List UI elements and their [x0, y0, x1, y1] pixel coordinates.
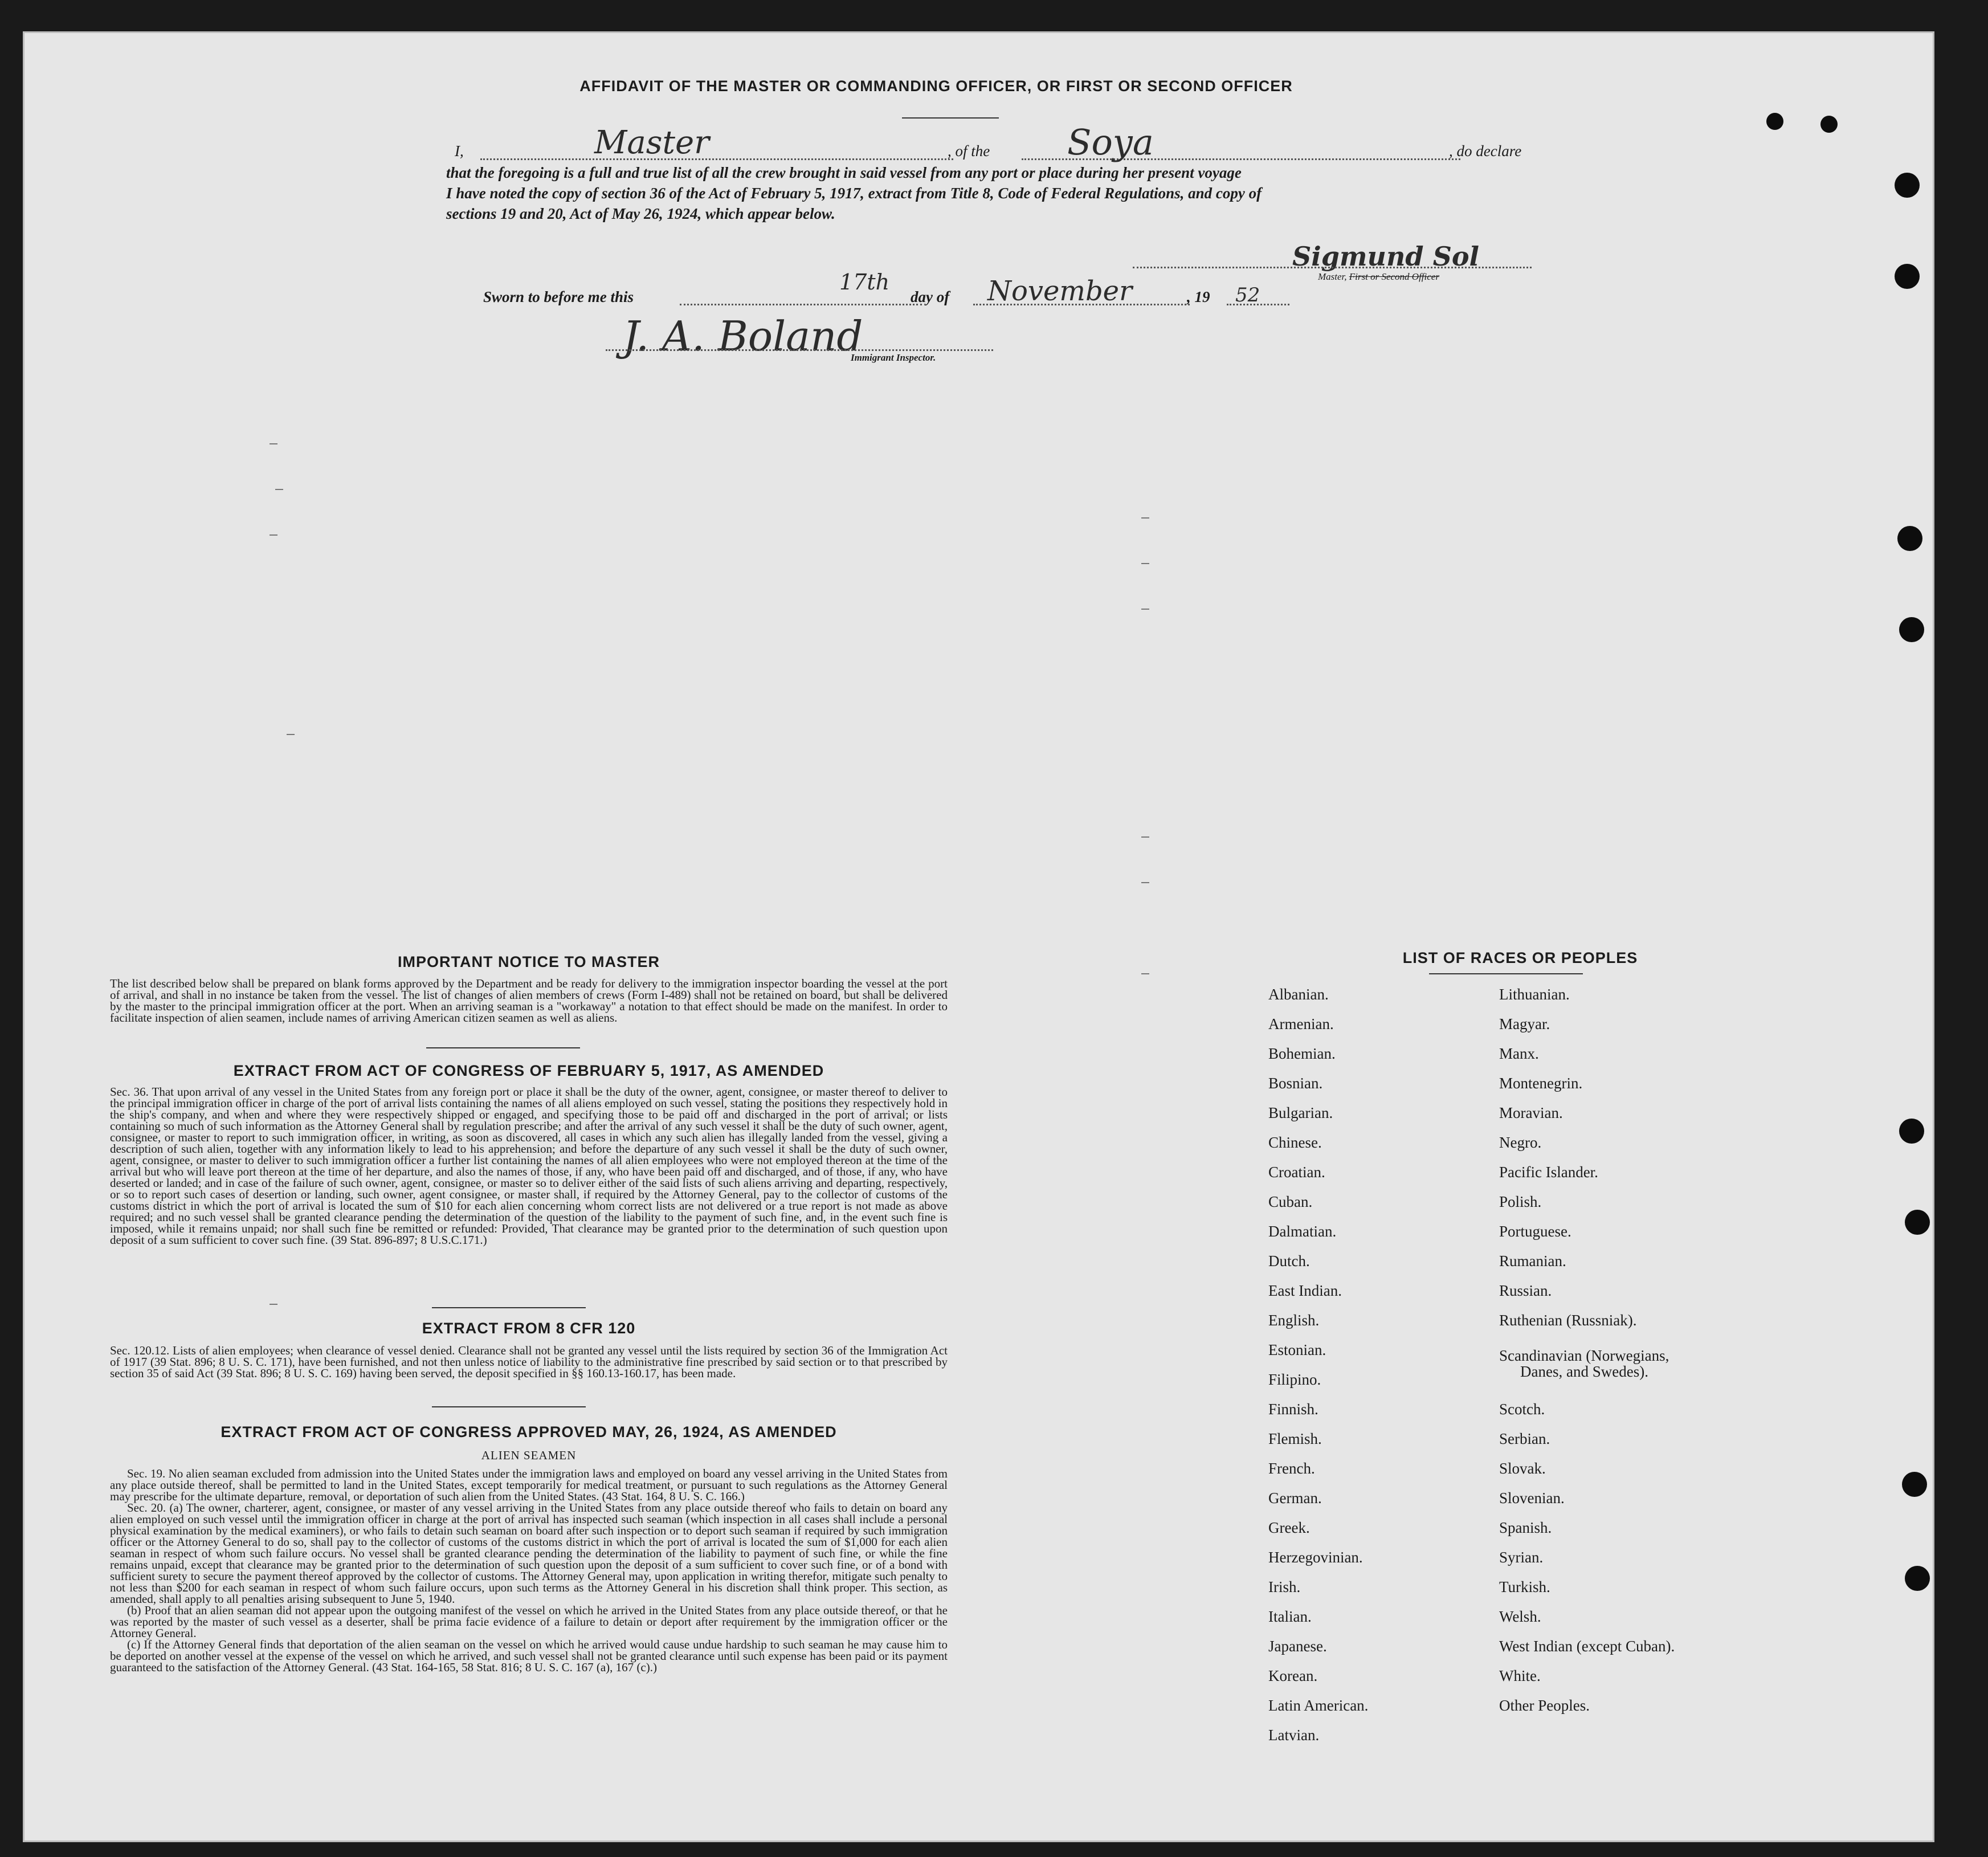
sworn-day-line: [680, 304, 922, 305]
of-the-label: , of the: [948, 142, 990, 160]
race-left-14: Finnish.: [1268, 1401, 1318, 1418]
punch-hole: [1899, 1119, 1924, 1144]
race-right-6: Pacific Islander.: [1499, 1164, 1598, 1181]
race-left-19: Herzegovinian.: [1268, 1549, 1363, 1566]
race-left-10: East Indian.: [1268, 1282, 1342, 1299]
race-left-7: Cuban.: [1268, 1193, 1313, 1210]
races-title: LIST OF RACES OR PEOPLES: [1402, 949, 1638, 966]
race-left-25: Latvian.: [1268, 1727, 1320, 1744]
race-left-6: Croatian.: [1268, 1164, 1325, 1181]
race-left-8: Dalmatian.: [1268, 1223, 1337, 1240]
race-right-11: Ruthenian (Russniak).: [1499, 1312, 1637, 1329]
inspector-signature: J. A. Boland: [623, 312, 863, 360]
race-right-2: Manx.: [1499, 1045, 1539, 1062]
sworn-month-handwritten: November: [987, 275, 1133, 307]
day-of-label: day of: [911, 288, 950, 305]
master-caption-struck: First or Second Officer: [1349, 271, 1439, 282]
race-left-16: French.: [1268, 1460, 1315, 1477]
year-line: [1227, 304, 1289, 305]
race-right-1: Magyar.: [1499, 1015, 1550, 1032]
divider: [426, 1047, 580, 1048]
divider: [902, 117, 999, 119]
master-signature-line: [1133, 267, 1532, 268]
sec-20a: Sec. 20. (a) The owner, charterer, agent, consignee, or master of any vessel arriving in the United States from any place outside thereof who fails to detain on board any alien employed on such vessel until the immigration officer in charge at the port of arrival has inspected such seaman (which inspection in all cases shall include a personal physical examination by the medical examiners), or who fails to detain such seaman on board after such inspection or to deport such seaman if required by such immigration officer or the Attorney General to do so, shall pay to the collector of customs of the customs district in which the port of arrival is located the sum of $1,000 for each alien seaman in respect of whom such failure occurs. No vessel shall be granted clearance pending the determination of the liability to payment of such fine, or while the fine remains unpaid, except that clearance may be granted prior to the determination of such question upon the deposit of a sum sufficient to cover such fine, or of a bond with sufficient surety to secure the payment thereof approved by the collector of customs. The Attorney General may, upon application in writing therefor, mitigate such penalty to not less than $200 for each seaman in respect of whom such failure occurs, upon such terms as the Attorney General in his discretion shall think proper. This section, as amended, shall apply to all penalties arising subsequent to June 5, 1940.: [110, 1501, 948, 1606]
sworn-day-handwritten: 17th: [839, 270, 890, 295]
punch-hole: [1766, 113, 1783, 130]
extract-1917-body: Sec. 36. That upon arrival of any vessel in the United States from any foreign port or place it shall be the duty of the owner, agent, consignee, or master thereof to deliver to the principal immigration officer in charge of the port of arrival lists containing the names of all aliens employed on such vessel, stating the positions they respectively hold in the ship's company, and when and where they were respectively shipped or engaged, and specifying those to be paid off and discharged in the port of arrival; or lists containing so much of such information as the Attorney General shall by regulation prescribe; and after the arrival of any such vessel it shall be the duty of such owner, agent, consignee, or master to report to such immigration officer, in writing, as soon as discovered, all cases in which any such alien has illegally landed from the vessel, giving a description of such alien, together with any information likely to lead to his apprehension; and before the departure of any such vessel it shall be the duty of such owner, agent, consignee, or master to deliver to such immigration officer a further list containing the names of all alien employees who were not employed thereon at the time of the arrival but who will leave port thereon at the time of her departure, and also the names of those, if any, who have been paid off and discharged, and of those, if any, who have deserted or landed; and in case of the failure of such owner, agent, consignee, or master so to deliver either of the said lists of such aliens arriving and departing, respectively, or so to report such cases of desertion or landing, such owner, agent consignee, or master shall, if required by the Attorney General, pay to the collector of customs of the customs district in which the port of arrival is located the sum of $10 for each alien concerning whom correct lists are not delivered or a true report is not made as above required; and no such vessel shall be granted clearance pending the determination of the question of the liability to the payment of such fine, and, in the event such fine is imposed, while it remains unpaid; nor shall such fine be remitted or refunded: Provided, That clearance may be granted prior to the determination of such question upon deposit of a sum sufficient to cover such fine. (39 Stat. 896-897; 8 U.S.C.171.): [110, 1085, 948, 1247]
race-right-17: Slovenian.: [1499, 1489, 1565, 1507]
sec-19: Sec. 19. No alien seaman excluded from admission into the United States under the immigration laws and employed on board any vessel arriving in the United States from any place outside thereof, shall be permitted to land in the United States, except temporarily for medical treatment, or pursuant to such regulations as the Attorney General may prescribe for the ultimate departure, removal, or deportation of such alien from the United States. (43 Stat. 164, 8 U. S. C. 166.): [110, 1467, 948, 1503]
sworn-label: Sworn to before me this: [483, 288, 634, 305]
master-signature: Sigmund Sol: [1292, 241, 1479, 272]
master-caption: [1318, 271, 1439, 283]
race-right-3: Montenegrin.: [1499, 1075, 1583, 1092]
race-right-19: Syrian.: [1499, 1549, 1544, 1566]
race-left-23: Korean.: [1268, 1667, 1318, 1684]
race-left-13: Filipino.: [1268, 1371, 1321, 1388]
declarant-handwritten: Master: [594, 124, 709, 161]
race-right-5: Negro.: [1499, 1134, 1542, 1151]
race-right-8: Portuguese.: [1499, 1223, 1571, 1240]
race-left-17: German.: [1268, 1489, 1322, 1507]
punch-hole: [1895, 173, 1920, 198]
extract-1917-title: EXTRACT FROM ACT OF CONGRESS OF FEBRUARY 5, 1917, AS AMENDED: [233, 1062, 824, 1079]
race-left-11: English.: [1268, 1312, 1320, 1329]
race-right-23: White.: [1499, 1667, 1541, 1684]
inspector-caption: Immigrant Inspector.: [851, 352, 936, 363]
extract-1924-title: EXTRACT FROM ACT OF CONGRESS APPROVED MAY, 26, 1924, AS AMENDED: [221, 1423, 837, 1440]
affidavit-line-4: sections 19 and 20, Act of May 26, 1924, which appear below.: [446, 205, 835, 222]
notice-title: IMPORTANT NOTICE TO MASTER: [398, 953, 660, 970]
race-left-0: Albanian.: [1268, 986, 1329, 1003]
year-handwritten: 52: [1235, 284, 1260, 307]
race-left-15: Flemish.: [1268, 1430, 1322, 1447]
affidavit-line-2: that the foregoing is a full and true list of all the crew brought in said vessel from any port or place during her present voyage: [446, 164, 1242, 181]
declarant-line: [480, 158, 953, 160]
cfr-title: EXTRACT FROM 8 CFR 120: [422, 1320, 636, 1337]
divider: [1429, 973, 1583, 974]
race-left-22: Japanese.: [1268, 1638, 1327, 1655]
master-caption-prefix: Master,: [1318, 271, 1349, 282]
race-right-15: Serbian.: [1499, 1430, 1550, 1447]
extract-1924-body: [110, 1468, 948, 1673]
extract-1924-subtitle: ALIEN SEAMEN: [481, 1448, 577, 1462]
race-right-22: West Indian (except Cuban).: [1499, 1638, 1675, 1655]
punch-hole: [1905, 1210, 1930, 1235]
year-prefix: , 19: [1187, 288, 1210, 305]
race-left-18: Greek.: [1268, 1519, 1310, 1536]
declare-prefix: I,: [455, 142, 464, 160]
divider: [432, 1307, 586, 1308]
race-right-20: Turkish.: [1499, 1578, 1550, 1595]
race-right-21: Welsh.: [1499, 1608, 1541, 1625]
race-left-3: Bosnian.: [1268, 1075, 1323, 1092]
sec-20b: (b) Proof that an alien seaman did not appear upon the outgoing manifest of the vessel on which he arrived in the United States from any place outside thereof, or that he was reported by the master of such vessel as a deserter, shall be prima facie evidence of a failure to detain or deport after requirement by the immigration officer or the Attorney General.: [110, 1603, 948, 1640]
document-sheet: [23, 31, 1934, 1842]
race-right-16: Slovak.: [1499, 1460, 1546, 1477]
race-right-4: Moravian.: [1499, 1104, 1563, 1121]
race-right-14: Scotch.: [1499, 1401, 1545, 1418]
race-left-5: Chinese.: [1268, 1134, 1322, 1151]
divider: [432, 1406, 586, 1407]
race-left-24: Latin American.: [1268, 1697, 1369, 1714]
cfr-body: Sec. 120.12. Lists of alien employees; when clearance of vessel denied. Clearance shall not be granted any vessel until the lists required by section 36 of the Immigration Act of 1917 (39 Stat. 896; 8 U. S. C. 171), have been furnished, and not then unless notice of liability to the administrative fine prescribed by said section or to that prescribed by section 35 of said Act (39 Stat. 896; 8 U. S. C. 169) having been served, the deposit specified in §§ 160.13-160.17, has been made.: [110, 1344, 948, 1380]
punch-hole: [1902, 1472, 1927, 1497]
inspector-line: [606, 349, 993, 351]
sec-20c: (c) If the Attorney General finds that deportation of the alien seaman on the vessel on which he arrived would cause undue hardship to such seaman he may cause him to be deported on another vessel at the expense of the vessel on which he arrived, and such vessel shall not be granted clearance until such expense has been paid or its payment guaranteed to the satisfaction of the Attorney General. (43 Stat. 164-165, 58 Stat. 816; 8 U. S. C. 167 (a), 167 (c).): [110, 1638, 948, 1674]
race-left-21: Italian.: [1268, 1608, 1312, 1625]
race-right-13: Danes, and Swedes).: [1520, 1363, 1648, 1380]
race-left-1: Armenian.: [1268, 1015, 1334, 1032]
race-left-4: Bulgarian.: [1268, 1104, 1333, 1121]
race-left-9: Dutch.: [1268, 1252, 1310, 1270]
notice-body: The list described below shall be prepared on blank forms approved by the Department and be ready for delivery to the immigration inspector boarding the vessel at the port of arrival, and shall in no instance be taken from the vessel. The list of changes of alien members of crews (Form I-489) shall not be retained on board, but shall be delivered by the master to the principal immigration officer at the port. When an arriving seaman is a "workaway" a notation to that effect should be made on the manifest. In order to facilitate inspection of alien seamen, include names of arriving American citizen seamen as well as aliens.: [110, 977, 948, 1025]
race-right-7: Polish.: [1499, 1193, 1542, 1210]
punch-hole: [1820, 116, 1838, 133]
race-left-2: Bohemian.: [1268, 1045, 1336, 1062]
affidavit-title: AFFIDAVIT OF THE MASTER OR COMMANDING OFFICER, OR FIRST OR SECOND OFFICER: [579, 77, 1293, 95]
race-right-10: Russian.: [1499, 1282, 1552, 1299]
race-right-18: Spanish.: [1499, 1519, 1552, 1536]
punch-hole: [1905, 1566, 1930, 1591]
do-declare-label: , do declare: [1449, 142, 1522, 160]
punch-hole: [1897, 526, 1922, 551]
vessel-handwritten: Soya: [1067, 121, 1154, 163]
affidavit-line-3: I have noted the copy of section 36 of the Act of February 5, 1917, extract from Title 8, Code of Federal Regulations, and copy of: [446, 185, 1262, 202]
race-right-12: Scandinavian (Norwegians,: [1499, 1347, 1669, 1364]
race-right-0: Lithuanian.: [1499, 986, 1570, 1003]
race-left-20: Irish.: [1268, 1578, 1301, 1595]
punch-hole: [1895, 264, 1920, 289]
punch-hole: [1899, 617, 1924, 642]
race-right-24: Other Peoples.: [1499, 1697, 1590, 1714]
race-left-12: Estonian.: [1268, 1341, 1326, 1358]
race-right-9: Rumanian.: [1499, 1252, 1566, 1270]
